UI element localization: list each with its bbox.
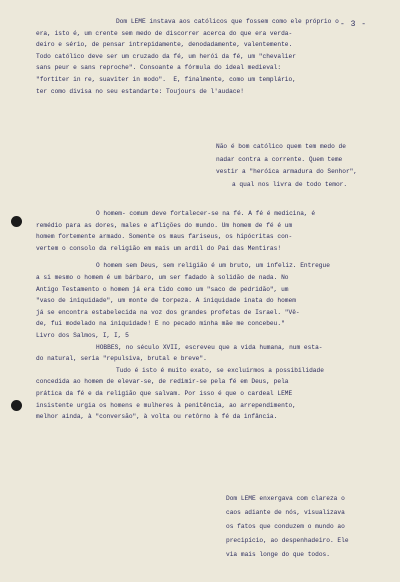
text-line: O homem- comum deve fortalecer-se na fé. A fé é medicina, é [96, 210, 316, 217]
text-line: deiro e sério, de pensar intrepidamente, denodadamente, valentemente. [36, 41, 293, 49]
text-line: melhor ainda, à "conversão", à volta ou retôrno à fé da infância. [36, 413, 278, 421]
quote-line: precipício, ao despenhadeiro. Ele [226, 537, 349, 544]
text-line: HOBBES, no século XVII, escreveu que a vida humana, num esta- [96, 343, 323, 351]
quote-line: nadar contra a corrente. Quem teme [216, 155, 343, 163]
quote-line: Não é bom católico quem tem medo de [216, 143, 346, 150]
text-line: Todo católico deve ser um cruzado da fé, um herói da fé, um "chevalier [36, 52, 296, 60]
text-line: insistente urgia os homens e mulheres à penitência, ao arrependimento, [36, 401, 296, 409]
quote-block-1 [216, 141, 396, 191]
text-line: Livro dos Salmos, I, I, 5 [36, 331, 129, 339]
quote-line: Dom LEME enxergava com clareza o [226, 495, 345, 502]
text-line: ter como divisa no seu estandarte: Toujours de l'audace! [36, 87, 244, 95]
binder-hole [11, 400, 22, 411]
text-line: Antigo Testamento o homem já era tido como um "saco de pedridão", um [36, 285, 289, 293]
text-line: "vaso de iniquidade", um monte de torpeza. A iniquidade inata do homem [36, 297, 296, 305]
binder-hole [11, 216, 22, 227]
text-line: do natural, seria "repulsiva, brutal e breve". [36, 355, 207, 363]
quote-line: vestir a "heróica armadura do Senhor", [216, 168, 358, 175]
text-line: sans peur e sans reproche". Consoante a fórmula do ideal medieval: [36, 64, 282, 72]
text-line: prática da fé e da religião que salvam. Por isso é que o cardeal LEME [36, 389, 293, 397]
text-line: O homem sem Deus, sem religião é um bruto, um infeliz. Entregue [96, 262, 330, 270]
text-line: concedida ao homem de elevar-se, de redimir-se pela fé em Deus, pela [36, 378, 289, 386]
text-line: já se encontra estabelecida na voz dos grandes profetas de Israel. "Vê- [36, 308, 300, 316]
quote-line: caos adiante de nós, visualizava [226, 509, 345, 516]
text-line: Dom LEME instava aos católicos que fossem como ele próprio o [116, 18, 339, 25]
paragraph-2 [36, 208, 392, 423]
text-line: remédio para as dores, males e aflições do mundo. Um homem de fé é um [36, 221, 293, 229]
text-line: vertem o consolo da religião em mais um ardil do Pai das Mentiras! [36, 244, 282, 252]
quote-block-2 [226, 492, 398, 562]
text-line: Tudo é isto é muito exato, se excluirmos a possibilidade [116, 366, 324, 374]
quote-line: os fatos que conduzem o mundo ao [226, 523, 345, 530]
text-line: de, fui modelado na iniquidade! E no pecado minha mãe me concebeu." [36, 320, 285, 328]
text-line: homem fortemente armado. Somente os maus fariseus, os hipócritas con- [36, 233, 293, 241]
paragraph-1 [36, 16, 392, 97]
quote-line: a qual nos livra de todo temor. [232, 180, 348, 188]
text-line: "fortiter in re, suaviter in modo". E, finalmente, como um templário, [36, 75, 296, 83]
text-line: a si mesmo o homem é um bárbaro, um ser fadado à solidão de nada. No [36, 273, 289, 281]
quote-line: via mais longe do que todos. [226, 551, 330, 558]
text-line: era, isto é, um crente sem medo de discorrer acerca do que era verda- [36, 29, 293, 37]
page-number: - 3 - [340, 20, 367, 29]
